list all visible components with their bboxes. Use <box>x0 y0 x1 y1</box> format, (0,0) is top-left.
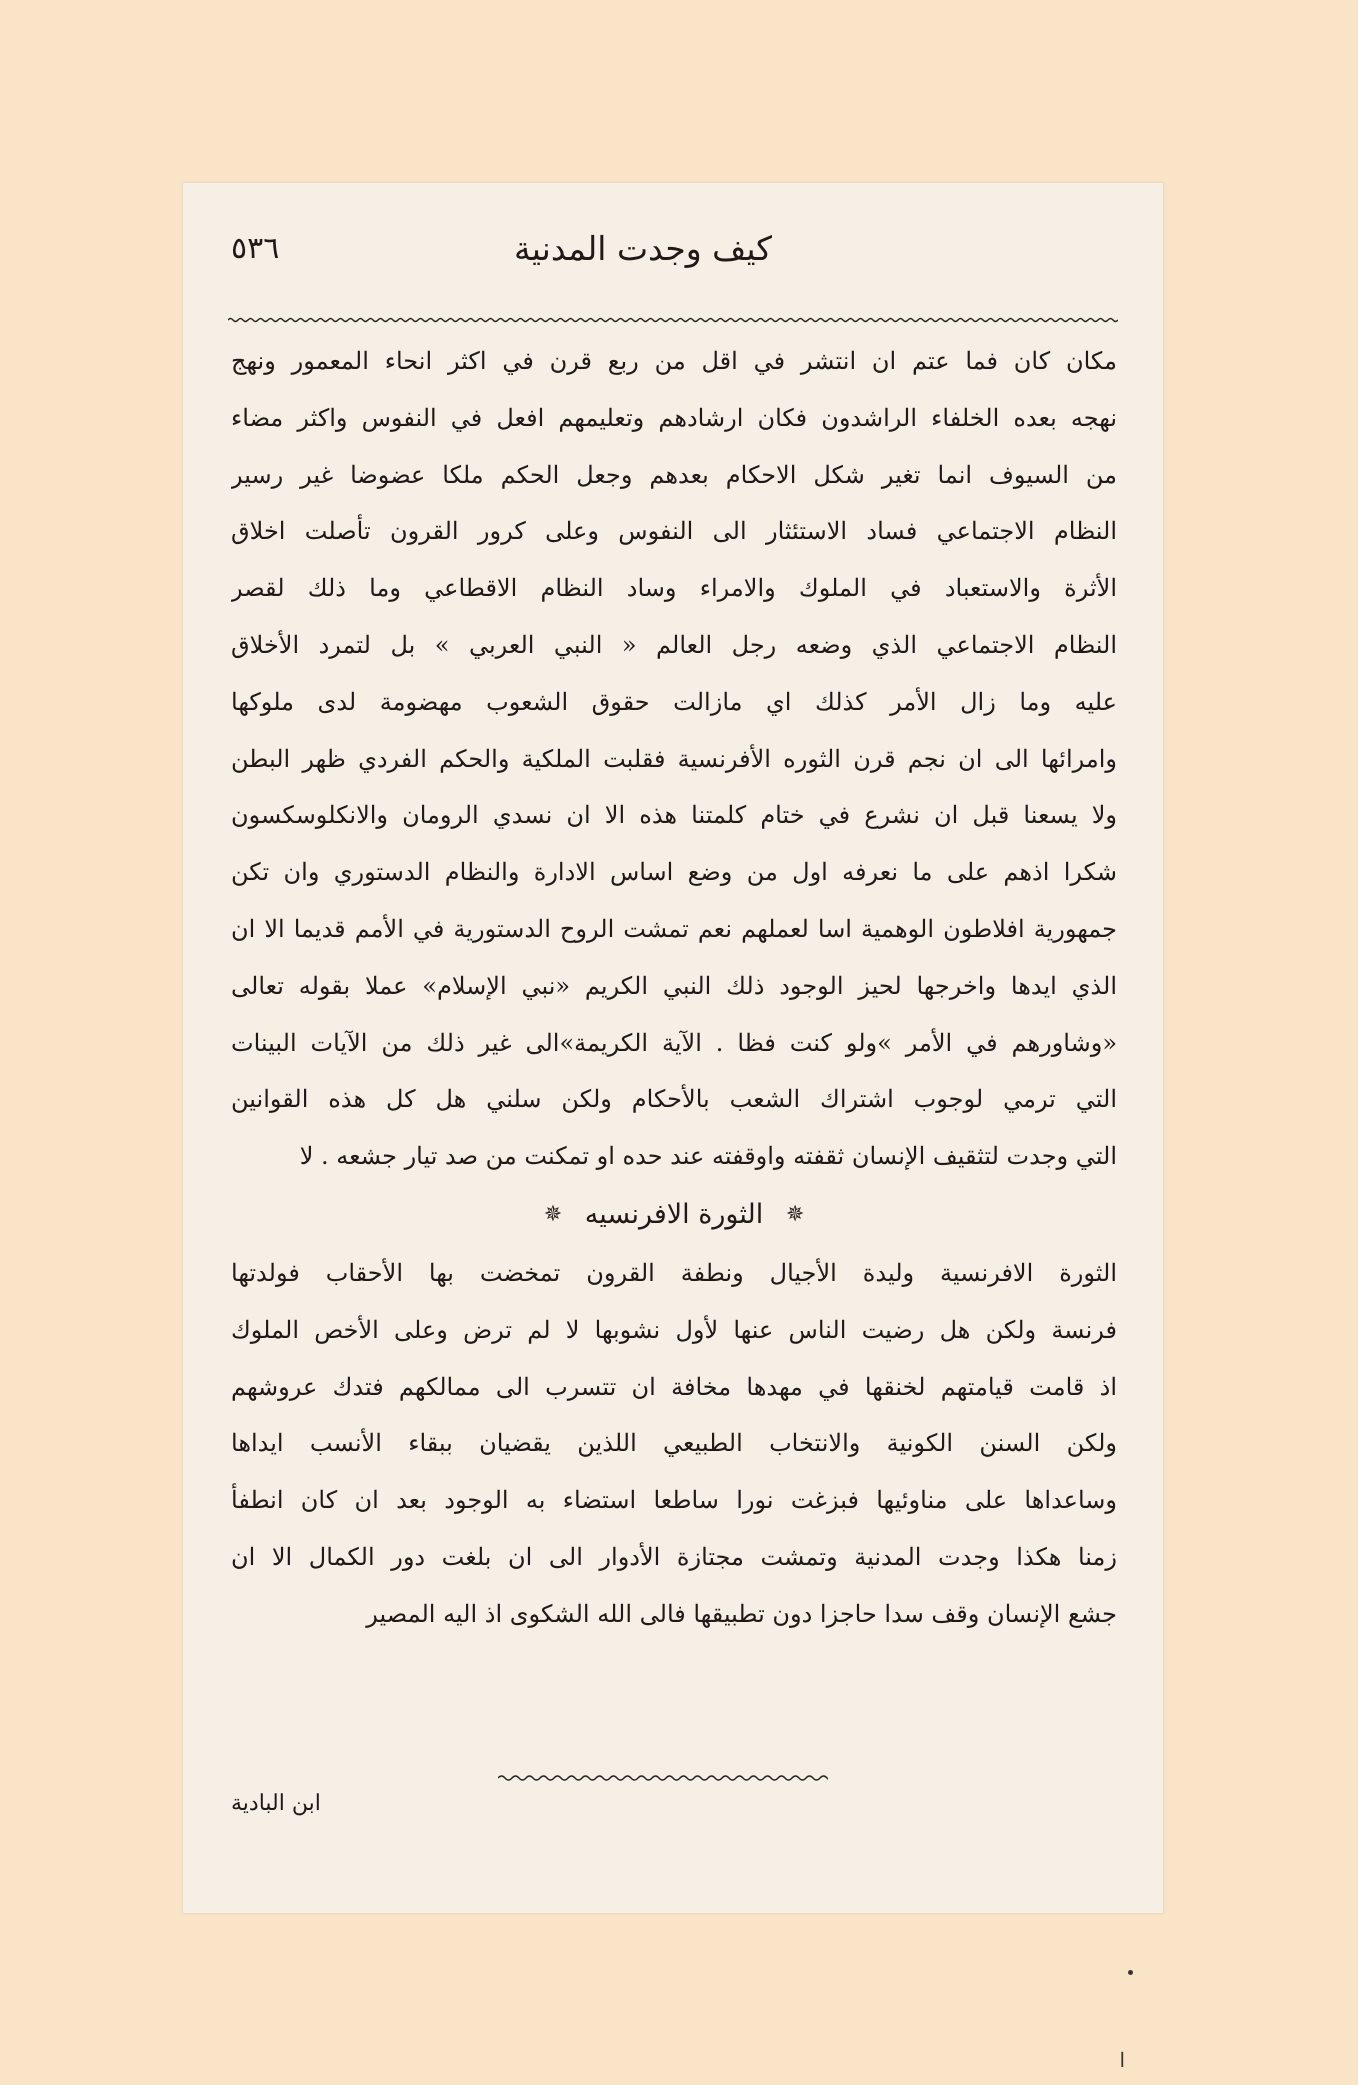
paragraph-2 <box>231 1245 1117 1643</box>
text-line: الثورة الافرنسية وليدة الأجيال ونطفة القرون تمخضت بها الأحقاب فولدتها <box>231 1258 1117 1287</box>
running-title: كيف وجدت المدنية <box>514 229 772 268</box>
text-line: النظام الاجتماعي فساد الاستئثار الى النفوس وعلى كرور القرون تأصلت اخلاق <box>231 517 1117 546</box>
text-line: نهجه بعده الخلفاء الراشدون فكان ارشادهم وتعليمهم افعل في النفوس واكثر مضاء <box>231 403 1117 432</box>
text-line: ولا يسعنا قبل ان نشرع في ختام كلمتنا هذه الا ان نسدي الرومان والانكلوسكسون <box>231 801 1117 830</box>
margin-dot <box>1128 1970 1133 1975</box>
wavy-rule-top <box>228 313 1118 327</box>
wavy-rule-end <box>498 1771 828 1785</box>
text-line: النظام الاجتماعي الذي وضعه رجل العالم « النبي العربي » بل لتمرد الأخلاق <box>231 630 1117 659</box>
text-line: اذ قامت قيامتهم لخنقها في مهدها مخافة ان تتسرب الى ممالكهم فتدك عروشهم <box>231 1372 1117 1401</box>
author-signature: ابن البادية <box>231 1791 321 1816</box>
text-line: مكان كان فما عتم ان انتشر في اقل من ربع قرن في اكثر انحاء المعمور ونهج <box>231 347 1117 375</box>
text-line: التي ترمي لوجوب اشتراك الشعب بالأحكام ولكن سلني هل كل هذه القوانين <box>231 1085 1117 1114</box>
section-heading-text: الثورة الافرنسيه <box>584 1199 764 1231</box>
text-line: زمنا هكذا وجدت المدنية وتمشت مجتازة الأدوار الى ان بلغت دور الكمال الا ان <box>231 1542 1117 1571</box>
page-number: ٥٣٦ <box>231 231 280 266</box>
text-line: جشع الإنسان وقف سدا حاجزا دون تطبيقها فالى الله الشكوى اذ اليه المصير <box>366 1599 1117 1628</box>
text-line: ولكن السنن الكونية والانتخاب الطبيعي اللذين يقضيان ببقاء الأنسب ايداها <box>231 1429 1117 1458</box>
text-line: جمهورية افلاطون الوهمية اسا لعملهم نعم تمشت الروح الدستورية في الأمم قديما الا ان <box>231 914 1117 943</box>
book-page <box>183 183 1163 2072</box>
text-line: الذي ايدها واخرجها لحيز الوجود ذلك النبي الكريم «نبي الإسلام» عملا بقوله تعالى <box>231 971 1117 1000</box>
text-line: «وشاورهم في الأمر »ولو كنت فظا . الآية الكريمة»الى غير ذلك من الآيات البينات <box>231 1028 1117 1057</box>
margin-mark: ا <box>1119 2048 1125 2072</box>
text-line: وامرائها الى ان نجم قرن الثوره الأفرنسية فقلبت الملكية والحكم الفردي ظهر البطن <box>231 744 1117 773</box>
paragraph-1 <box>231 333 1117 1185</box>
text-line: الأثرة والاستعباد في الملوك والامراء وساد النظام الاقطاعي وما ذلك لقصر <box>231 574 1117 603</box>
article-body <box>231 333 1117 1643</box>
text-line: فرنسة ولكن هل رضيت الناس عنها لأول نشوبها لا لم ترض وعلى الأخص الملوك <box>231 1315 1117 1344</box>
section-heading <box>231 1185 1117 1245</box>
text-line: شكرا اذهم على ما نعرفه اول من وضع اساس الادارة والنظام الدستوري وان تكن <box>231 858 1117 887</box>
star-ornament-icon: ✵ <box>785 1202 805 1228</box>
text-line: وساعداها على مناوئيها فبزغت نورا ساطعا استضاء به الوجود بعد ان كان انطفأ <box>231 1486 1117 1515</box>
page-header <box>183 231 1163 281</box>
star-ornament-icon: ✵ <box>543 1202 563 1228</box>
text-line: التي وجدت لتثقيف الإنسان ثقفته واوقفته عند حده او تمكنت من صد تيار جشعه . لا <box>299 1142 1117 1171</box>
text-line: من السيوف انما تغير شكل الاحكام بعدهم وجعل الحكم ملكا عضوضا غير رسير <box>231 460 1117 489</box>
text-line: عليه وما زال الأمر كذلك اي مازالت حقوق الشعوب مهضومة لدى ملوكها <box>231 687 1117 716</box>
